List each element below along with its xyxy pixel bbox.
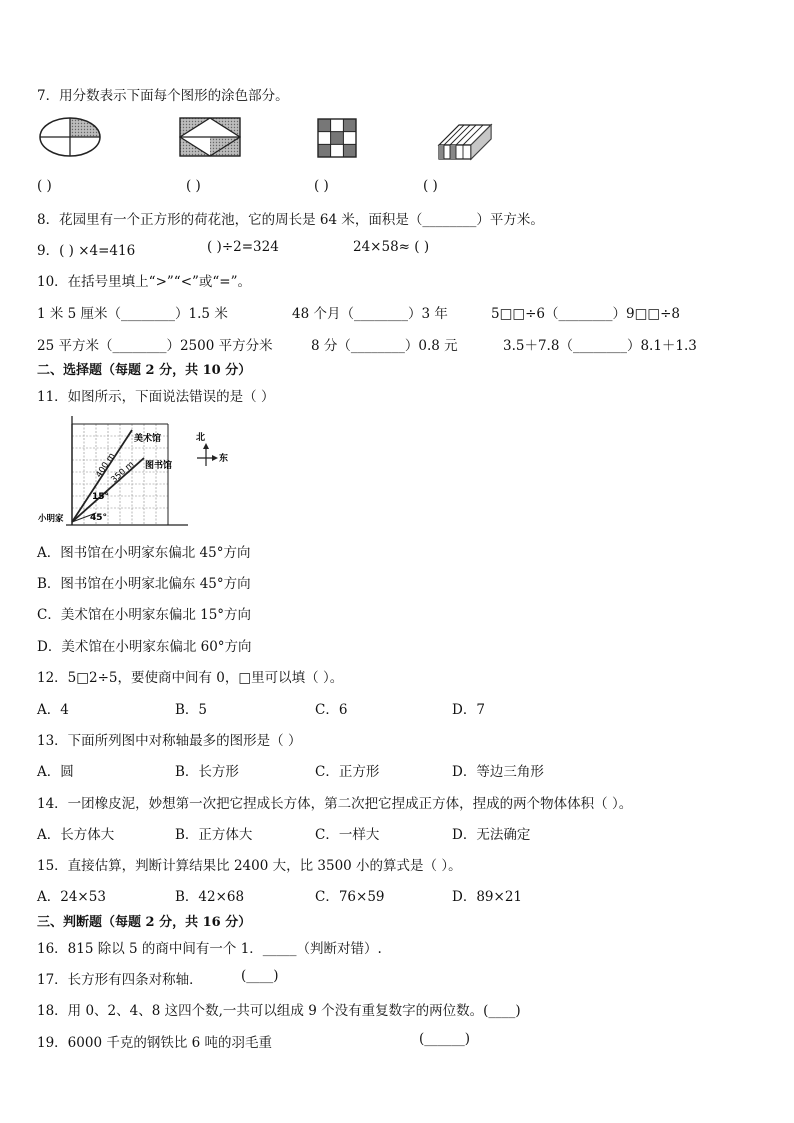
map-angle-15: 15° [92,492,110,502]
q14-option-b[interactable]: B．正方体大 [175,827,253,843]
q7-blank-3[interactable]: ( ) [314,178,329,194]
map-east-label: 东 [219,454,229,464]
q9-part-1: 9．( ) ×4=416 [37,243,136,259]
q10-row2-item2: 8 分（________）0.8 元 [311,338,458,354]
q12-option-b[interactable]: B．5 [175,702,208,718]
q11-option-b[interactable]: B．图书馆在小明家北偏东 45°方向 [37,576,251,592]
map-dist-museum: 400 m [94,451,118,480]
q13-option-c[interactable]: C．正方形 [315,764,380,780]
q11-option-c[interactable]: C．美术馆在小明家东偏北 15°方向 [37,607,252,623]
q12-option-d[interactable]: D．7 [452,702,485,718]
q13-option-a[interactable]: A．圆 [37,764,74,780]
rectangle-diamond-figure [179,117,241,157]
q10-text: 10．在括号里填上“>”“<”或“=”。 [37,274,252,290]
map-home-label: 小明家 [38,514,64,524]
q11-option-a[interactable]: A．图书馆在小明家东偏北 45°方向 [37,545,251,561]
q7-blank-1[interactable]: ( ) [37,178,52,194]
map-angle-45: 45° [90,513,108,523]
q7-blank-2[interactable]: ( ) [186,178,201,194]
q14-text: 14．一团橡皮泥，妙想第一次把它捏成长方体，第二次把它捏成正方体，捏成的两个物体体积（ ）。 [37,796,633,812]
q19-blank[interactable]: (______) [419,1031,471,1047]
q17-blank[interactable]: (____) [241,968,279,984]
q16-text: 16．815 除以 5 的商中间有一个 1．_____（判断对错）. [37,941,382,957]
direction-map-figure [38,410,238,532]
q17-text: 17．长方形有四条对称轴． [37,972,203,988]
q10-row1-item2: 48 个月（________）3 年 [292,306,448,322]
q10-row2-item1: 25 平方米（________）2500 平方分米 [37,338,273,354]
q12-option-a[interactable]: A．4 [37,702,69,718]
q11-text: 11．如图所示，下面说法错误的是（ ） [37,389,275,405]
q12-option-c[interactable]: C．6 [315,702,348,718]
q13-option-b[interactable]: B．长方形 [175,764,239,780]
q15-option-a[interactable]: A．24×53 [37,889,106,905]
q11-option-d[interactable]: D．美术馆在小明家东偏北 60°方向 [37,639,252,655]
q7-text: 7．用分数表示下面每个图形的涂色部分。 [37,88,289,104]
q15-text: 15．直接估算，判断计算结果比 2400 大，比 3500 小的算式是（ ）。 [37,858,462,874]
q18-text: 18．用 0、2、4、8 这四个数,一共可以组成 9 个没有重复数字的两位数。(____) [37,1003,521,1019]
q12-text: 12．5□2÷5，要使商中间有 0，□里可以填（ ）。 [37,670,344,686]
q14-option-d[interactable]: D．无法确定 [452,827,531,843]
grid-figure [317,118,357,158]
q9-part-3: 24×58≈ ( ) [353,239,430,255]
q15-option-c[interactable]: C．76×59 [315,889,385,905]
q8-text: 8．花园里有一个正方形的荷花池，它的周长是 64 米，面积是（________）平方米。 [37,212,544,228]
q7-blank-4[interactable]: ( ) [423,178,438,194]
section-3-title: 三、判断题（每题 2 分，共 16 分） [37,915,252,930]
q15-option-b[interactable]: B．42×68 [175,889,245,905]
q15-option-d[interactable]: D．89×21 [452,889,522,905]
map-north-label: 北 [196,433,206,443]
cuboid-figure [437,123,493,163]
q10-row1-item3: 5□□÷6（________）9□□÷8 [491,306,680,322]
map-library-label: 图书馆 [145,461,173,471]
q9-part-2: ( )÷2=324 [207,239,279,255]
ellipse-figure [38,116,102,158]
q14-option-a[interactable]: A．长方体大 [37,827,115,843]
q10-row1-item1: 1 米 5 厘米（________）1.5 米 [37,306,228,322]
q14-option-c[interactable]: C．一样大 [315,827,380,843]
q13-option-d[interactable]: D．等边三角形 [452,764,544,780]
map-dist-library: 350 m [109,459,137,486]
q19-text: 19．6000 千克的钢铁比 6 吨的羽毛重 [37,1035,272,1051]
q13-text: 13．下面所列图中对称轴最多的图形是（ ） [37,733,302,749]
section-2-title: 二、选择题（每题 2 分，共 10 分） [37,363,252,378]
q10-row2-item3: 3.5＋7.8（________）8.1＋1.3 [503,338,697,354]
map-museum-label: 美术馆 [134,434,162,444]
